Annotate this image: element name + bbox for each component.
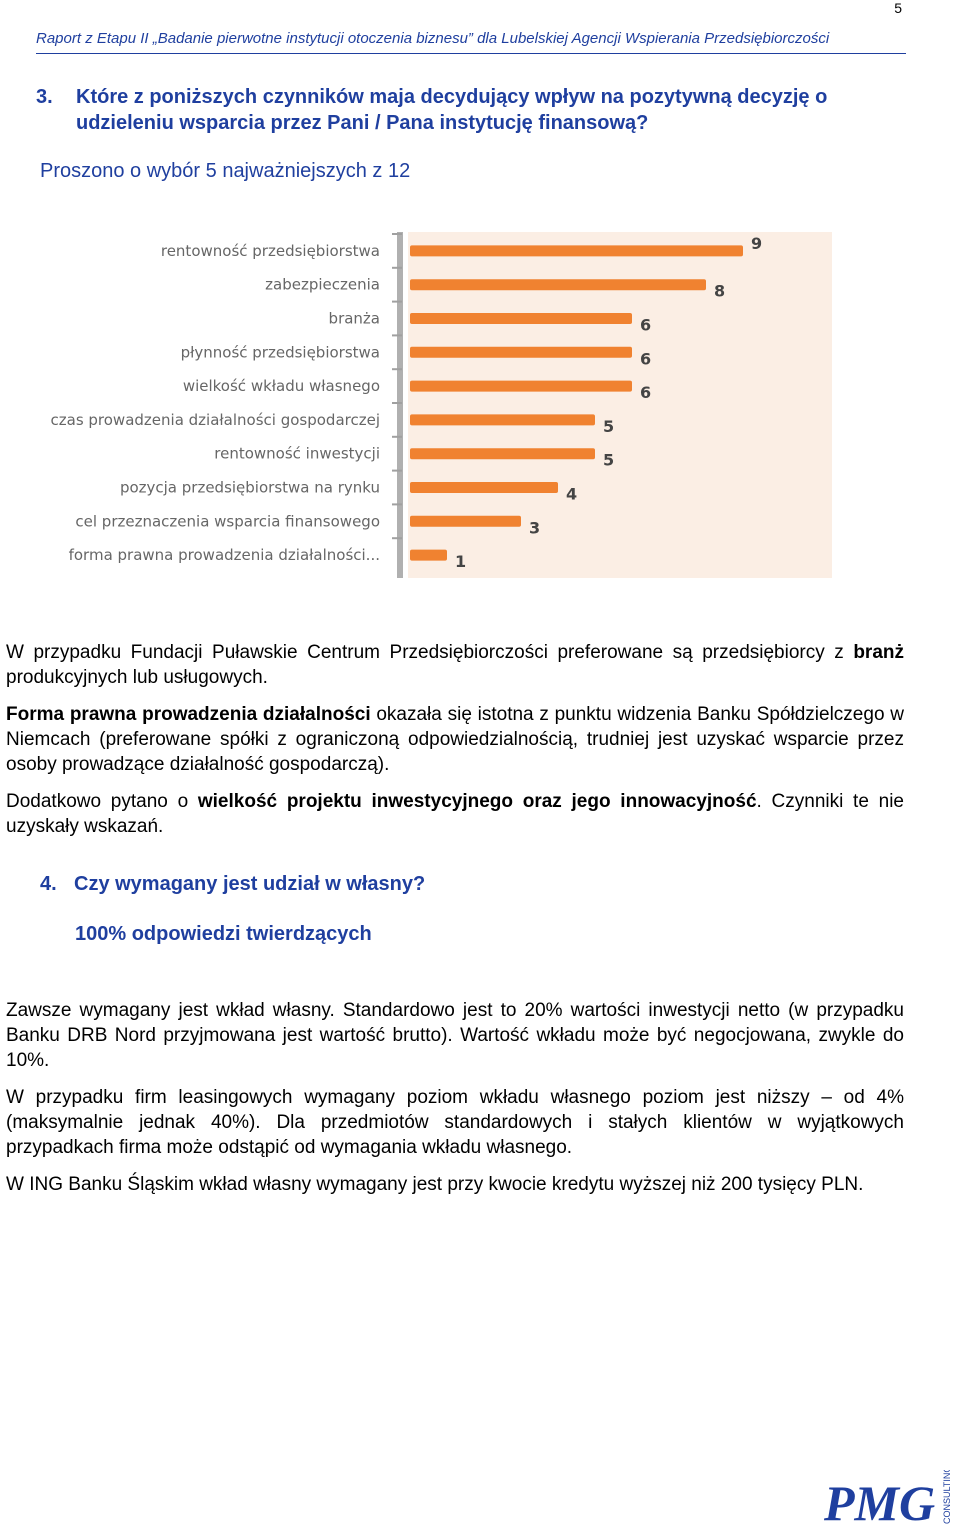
category-label: czas prowadzenia działalności gospodarczej: [50, 410, 380, 429]
value-label: 4: [566, 484, 578, 504]
paragraph-forma-prawna: [6, 702, 904, 777]
logo-side-text: CONSULTING: [942, 1470, 952, 1524]
question-4-title: [40, 873, 425, 896]
value-label: 1: [455, 552, 467, 572]
value-label: 6: [640, 315, 652, 335]
factors-bar-chart: [0, 226, 850, 591]
category-label: rentowność inwestycji: [214, 444, 380, 463]
question-4-text: Czy wymagany jest udział w własny?: [74, 873, 426, 895]
p1-text-a: W przypadku Fundacji Puławskie Centrum Przedsiębiorczości preferowane są przedsiębiorcy z: [6, 642, 854, 663]
p2-text: okazała się istotna z punktu widzenia Banku Spółdzielczego w Niemcach (preferowane spółki z ograniczoną odpowiedzialnością, trudniej jest uzyskać wsparcie przez osoby prowadzące działalność gospodarczą).: [6, 704, 904, 775]
question-4-answer: 100% odpowiedzi twierdzących: [75, 923, 372, 945]
paragraph-dodatkowo: [6, 789, 904, 839]
paragraph-fundacja: [6, 640, 904, 690]
paragraph-wklad-wlasny: Zawsze wymagany jest wkład własny. Standardowo jest to 20% wartości inwestycji netto (w przypadku Banku DRB Nord przyjmowana jest wartość brutto). Wartość wkładu może być negocjowana, zwykle do 10%.: [6, 1000, 904, 1071]
category-label: forma prawna prowadzenia działalności...: [68, 546, 380, 565]
bar: [410, 313, 632, 324]
value-label: 6: [640, 349, 652, 369]
p3-text-a: Dodatkowo pytano o: [6, 791, 198, 812]
category-label: rentowność przedsiębiorstwa: [160, 241, 380, 260]
category-label: branża: [328, 309, 380, 328]
value-label: 3: [529, 518, 541, 538]
question-3-title: [36, 84, 916, 136]
p2-bold: Forma prawna prowadzenia działalności: [6, 704, 371, 725]
logo-main-text: PMG: [824, 1475, 936, 1526]
bar: [410, 482, 558, 493]
value-label: 9: [751, 233, 763, 253]
page-number: 5: [894, 0, 902, 16]
p1-text-c: produkcyjnych lub usługowych.: [6, 667, 268, 688]
value-label: 8: [714, 281, 726, 301]
value-label: 5: [603, 450, 615, 470]
chart-svg: [0, 226, 850, 591]
running-header: Raport z Etapu II „Badanie pierwotne instytucji otoczenia biznesu” dla Lubelskiej Agencji Wspierania Przedsiębiorczości: [36, 30, 906, 54]
category-label: pozycja przedsiębiorstwa na rynku: [119, 478, 380, 497]
question-3-number: 3.: [36, 86, 53, 108]
p3-bold: wielkość projektu inwestycyjnego oraz jego innowacyjność: [197, 791, 757, 812]
paragraph-ing: W ING Banku Śląskim wkład własny wymagany jest przy kwocie kredytu wyższej niż 200 tysięcy PLN.: [6, 1174, 864, 1195]
pmg-consulting-logo: [822, 1470, 956, 1526]
bar: [410, 414, 595, 425]
p1-bold: branż: [853, 642, 904, 663]
p3-text-c: . Czynniki te nie uzyskały wskazań.: [6, 791, 904, 837]
question-4-number: 4.: [40, 873, 57, 895]
paragraph-leasing: W przypadku firm leasingowych wymagany poziom wkładu własnego poziom jest niższy – od 4% (maksymalnie jednak 40%). Dla przedmiotów standardowych i stałych klientów w wyjątkowych przypadkach firma może odstąpić od wymagania wkładu własnego.: [6, 1087, 904, 1158]
logo-svg: [822, 1470, 956, 1526]
category-label: cel przeznaczenia wsparcia finansowego: [75, 512, 380, 531]
bar: [410, 448, 595, 459]
question-3-note: Proszono o wybór 5 najważniejszych z 12: [40, 160, 411, 182]
bar: [410, 516, 521, 527]
bar: [410, 279, 706, 290]
question-3-title-line2: udzieleniu wsparcia przez Pani / Pana instytucję finansową?: [76, 112, 649, 134]
category-label: płynność przedsiębiorstwa: [180, 343, 380, 362]
category-label: zabezpieczenia: [265, 275, 380, 294]
value-label: 5: [603, 416, 615, 436]
bar: [410, 381, 632, 392]
bar: [410, 550, 447, 561]
value-label: 6: [640, 383, 652, 403]
bar: [410, 245, 743, 256]
bar: [410, 347, 632, 358]
category-label: wielkość wkładu własnego: [182, 377, 380, 396]
question-3-title-line1: Które z poniższych czynników maja decydujący wpływ na pozytywną decyzję o: [76, 86, 828, 108]
